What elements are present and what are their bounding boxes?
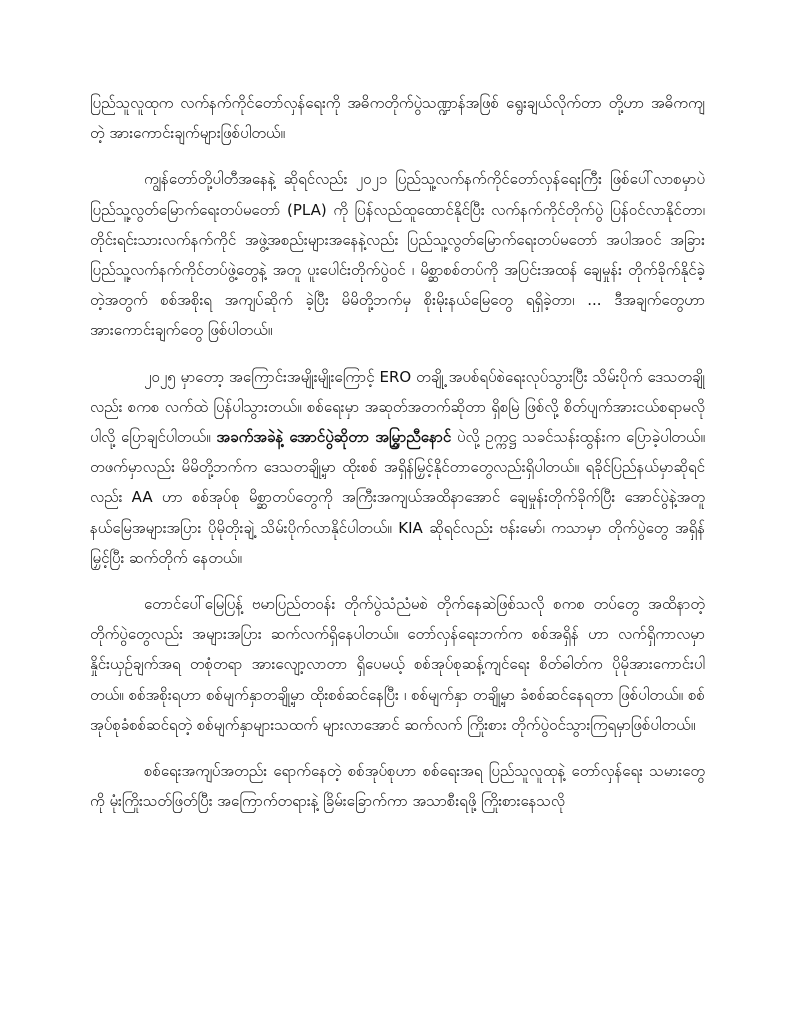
- paragraph-3-text-after: ပဲလို့ ဥက္ကဋ္ဌ သခင်သန်းထွန်းက ပြောခဲ့ပါတယ်။ တဖက်မှာလည်း မိမိတို့ဘက်က ဒေသတချို့မှာ ထိုးစစ် အရှိန်မြှင့်နိုင်တာတွေလည်းရှိပါတယ်။ ရခိုင်ပြည်နယ်မှာဆိုရင်လည်း AA ဟာ စစ်အုပ်စု မိစ္ဆာတပ်တွေကို အကြီးအကျယ်အထိနာအောင် ချေမှုန်းတိုက်ခိုက်ပြီး အောင်ပွဲနဲ့အတူ နယ်မြေအများအပြား ပိုမိုတိုးချဲ့ သိမ်းပိုက်လာနိုင်ပါတယ်။ KIA ဆိုရင်လည်း ဗန်းမော်၊ ကသာမှာ တိုက်ပွဲတွေ အရှိန်မြှင့်ပြီး ဆက်တိုက် နေတယ်။: [90, 428, 705, 567]
- paragraph-4: တောင်ပေါ်မြေပြန့် ဗမာပြည်တဝန်း တိုက်ပွဲသံညံမစဲ တိုက်နေဆဲဖြစ်သလို စကစ တပ်တွေ အထိနာတဲ့တိုက်ပွဲတွေလည်း အများအပြား ဆက်လက်ရှိနေပါတယ်။ တော်လှန်ရေးဘက်က စစ်အရှိန် ဟာ လက်ရှိကာလမှာ နှိုင်းယှဉ်ချက်အရ တစုံတရာ အားလျော့လာတာ ရှိပေမယ့် စစ်အုပ်စုဆန့်ကျင်ရေး စိတ်ဓါတ်က ပိုမိုအားကောင်းပါတယ်။ စစ်အစိုးရဟာ စစ်မျက်နှာတချို့မှာ ထိုးစစ်ဆင်နေပြီး ၊ စစ်မျက်နှာ တချို့မှာ ခံစစ်ဆင်နေရတာ ဖြစ်ပါတယ်။ စစ်အုပ်စုခံစစ်ဆင်ရတဲ့ စစ်မျက်နှာများသထက် များလာအောင် ဆက်လက် ကြိုးစား တိုက်ပွဲဝင်သွားကြရမှာဖြစ်ပါတယ်။: [90, 595, 705, 734]
- paragraph-2: ကျွန်တော်တို့ပါတီအနေနဲ့ ဆိုရင်လည်း ၂၀၂၁ ပြည်သူ့လက်နက်ကိုင်တော်လှန်ရေးကြီး ဖြစ်ပေါ်လာစမှာပဲ ပြည်သူ့လွတ်မြောက်ရေးတပ်မတော် (PLA) ကို ပြန်လည်ထူထောင်နိုင်ပြီး လက်နက်ကိုင်တိုက်ပွဲ ပြန်ဝင်လာနိုင်တာ၊ တိုင်းရင်းသားလက်နက်ကိုင် အဖွဲ့အစည်းများအနေနဲ့လည်း ပြည်သူ့လွတ်မြောက်ရေးတပ်မတော် အပါအဝင် အခြား ပြည်သူ့လက်နက်ကိုင်တပ်ဖွဲ့တွေနဲ့ အတူ ပူးပေါင်းတိုက်ပွဲဝင် ၊ မိစ္ဆာစစ်တပ်ကို အပြင်းအထန် ချေမှုန်း တိုက်ခိုက်နိုင်ခဲ့တဲ့အတွက် စစ်အစိုးရ အကျပ်ဆိုက် ခဲ့ပြီး မိမိတို့ဘက်မှ စိုးမိုးနယ်မြေတွေ ရရှိခဲ့တာ၊ ... ဒီအချက်တွေဟာ အားကောင်းချက်တွေ ဖြစ်ပါတယ်။: [90, 170, 705, 340]
- paragraph-3-text-before: ၂၀၂၅ မှာတော့ အကြောင်းအမျိုးမျိုးကြောင့် ERO တချို့ အပစ်ရပ်စဲရေးလုပ်သွားပြီး သိမ်းပိုက် ဒေသတချို့လည်း စကစ လက်ထဲ ပြန်ပါသွားတယ်။ စစ်ရေးမှာ အဆုတ်အတက်ဆိုတာ ရှိစမြဲ ဖြစ်လို့ စိတ်ပျက်အားငယ်စရာမလိုပါလို့ ပြောချင်ပါတယ်။: [90, 367, 705, 447]
- paragraph-1: ပြည်သူလူထုက လက်နက်ကိုင်တော်လှန်ရေးကို အဓိကတိုက်ပွဲသဏ္ဍာန်အဖြစ် ရွေးချယ်လိုက်တာ တို့ဟာ အဓိကကျတဲ့ အားကောင်းချက်များဖြစ်ပါတယ်။: [90, 94, 705, 143]
- paragraph-5: စစ်ရေးအကျပ်အတည်း ရောက်နေတဲ့ စစ်အုပ်စုဟာ စစ်ရေးအရ ပြည်သူလူထုနဲ့ တော်လှန်ရေး သမားတွေကို မုံးကြိုးသတ်ဖြတ်ပြီး အကြောက်တရားနဲ့ ခြိမ်းခြောက်ကာ အသာစီးရဖို့ ကြိုးစားနေသလို: [90, 762, 705, 811]
- paragraph-3: [90, 362, 705, 573]
- paragraph-3-emphasis: အခက်အခဲနဲ့ အောင်ပွဲဆိုတာ အမြွှာညီနောင်: [216, 428, 452, 447]
- document-page: [90, 88, 705, 998]
